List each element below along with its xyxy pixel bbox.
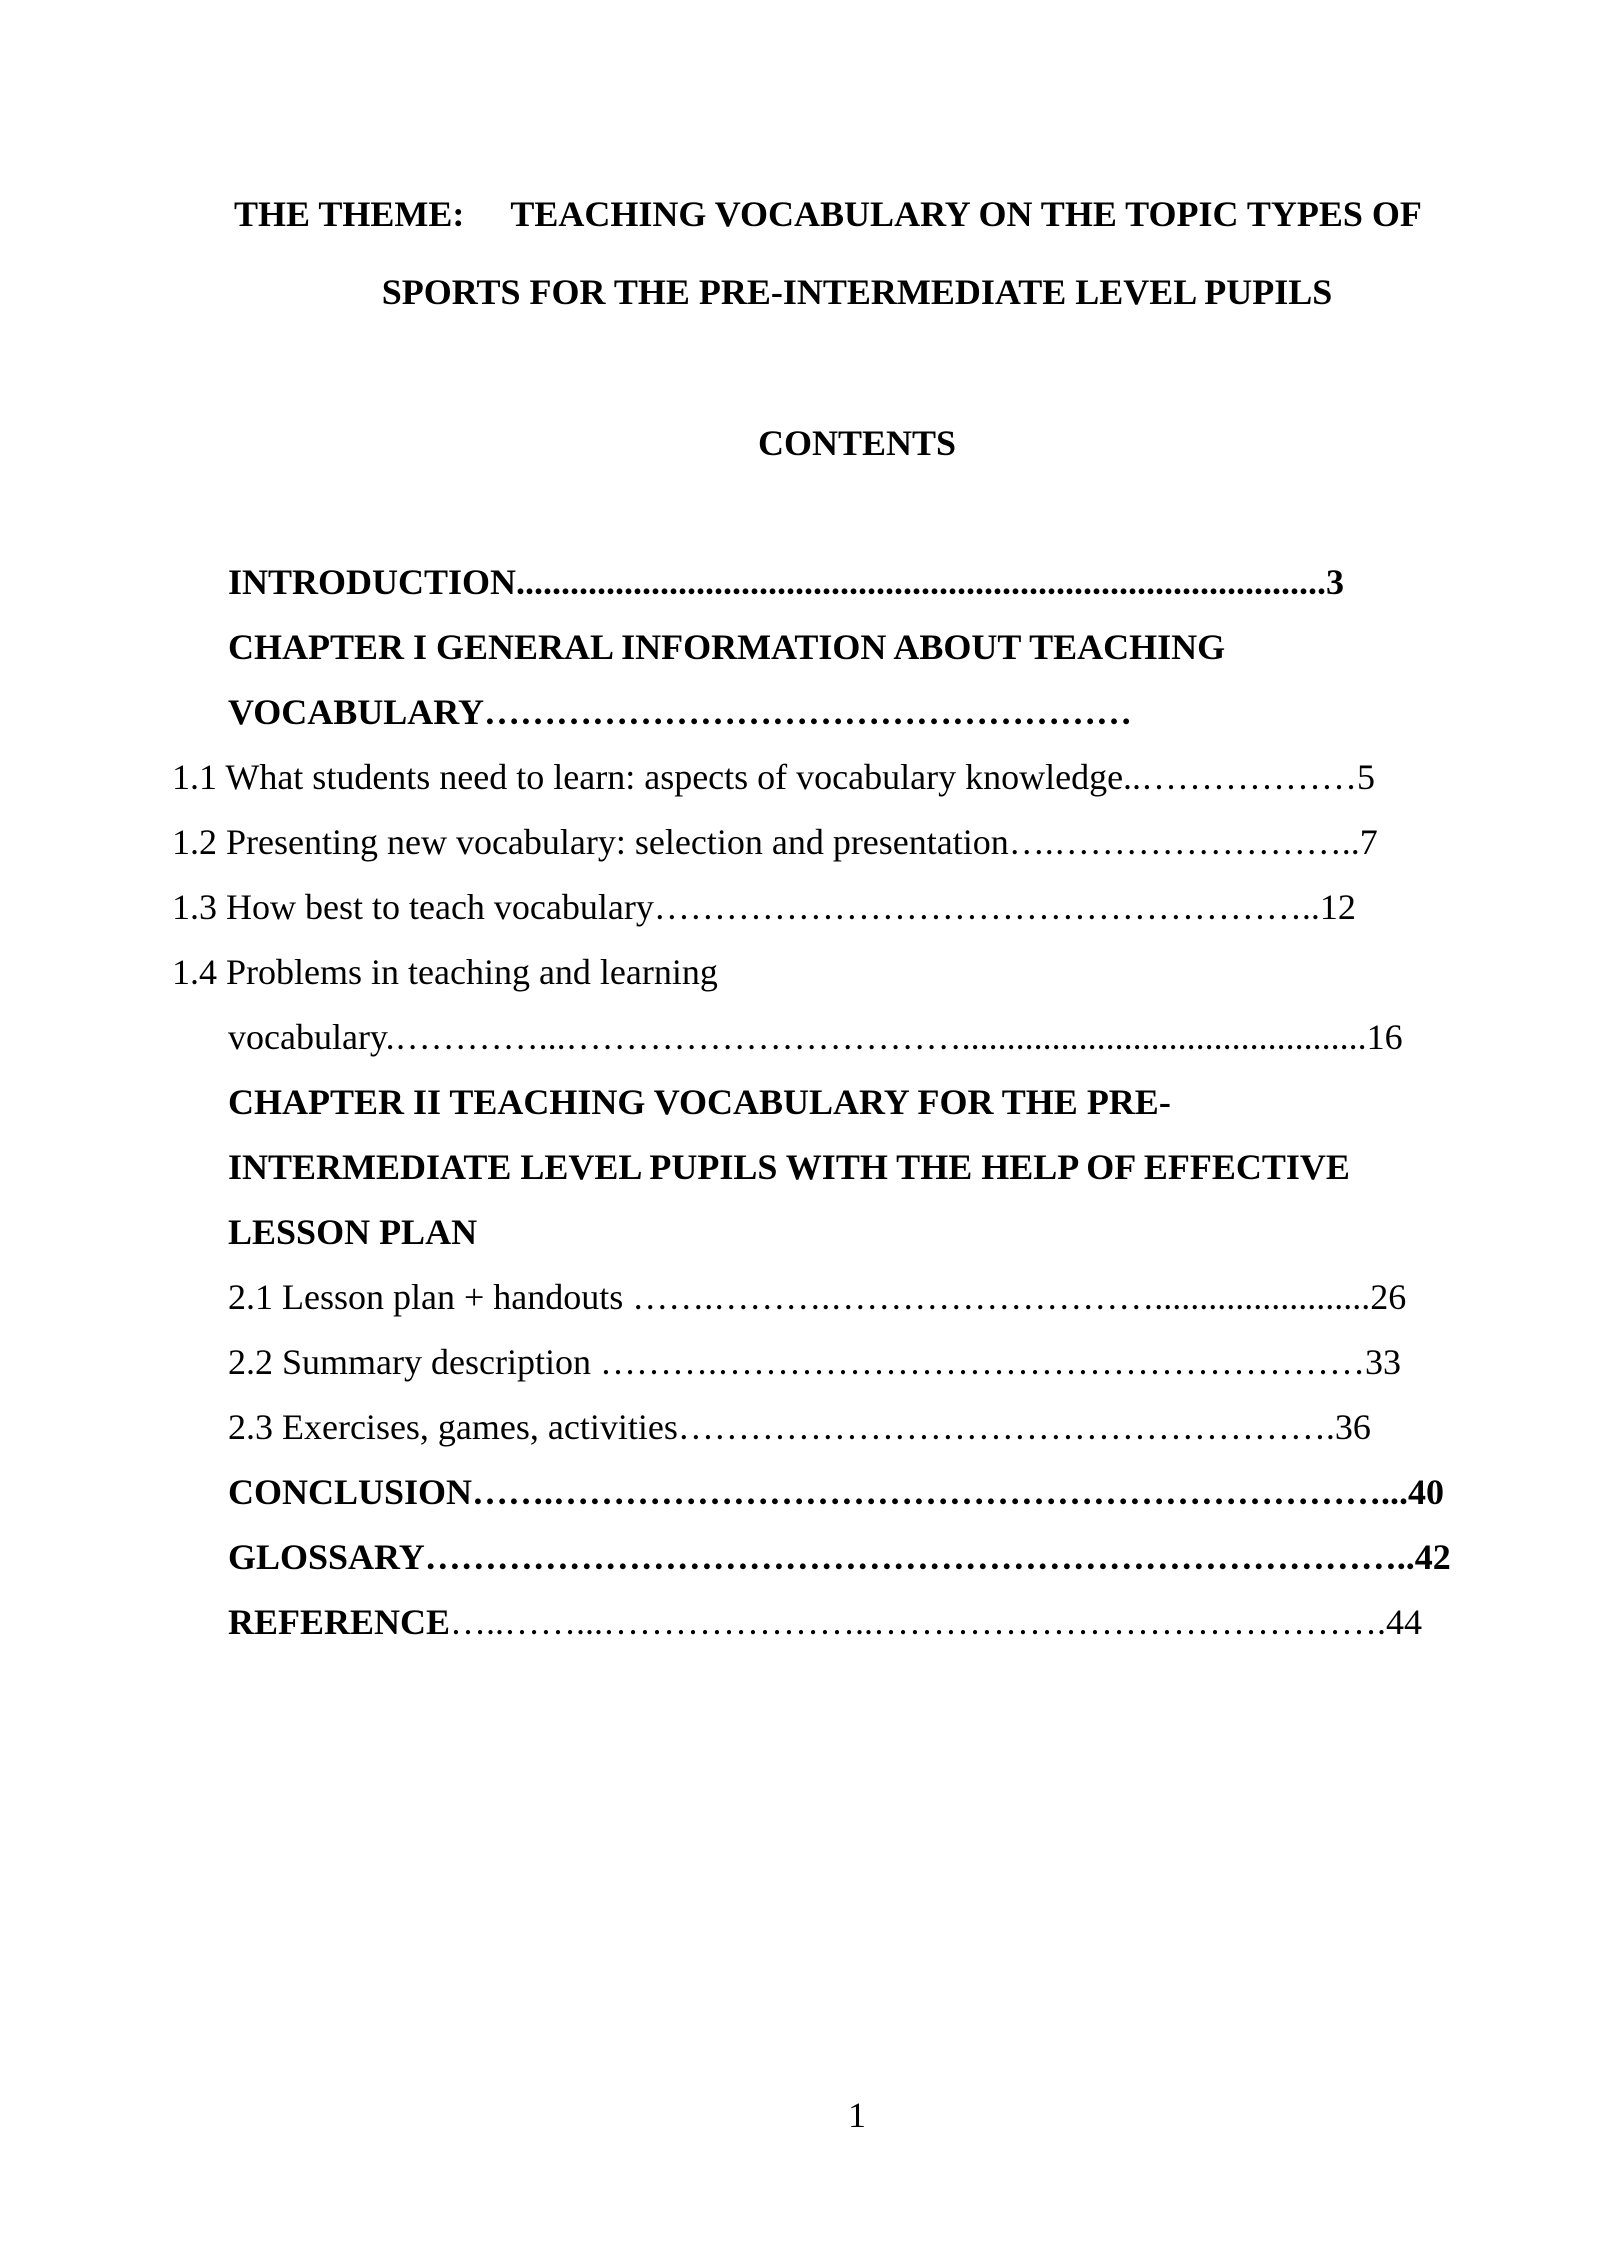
page-number: 1 <box>848 2095 866 2135</box>
toc-entry-1-4-line-1: 1.4 Problems in teaching and learning <box>172 952 718 992</box>
toc-entry-2-1: 2.1 Lesson plan + handouts …….……….………………………........................26 <box>228 1277 1407 1317</box>
toc-entry-chapter-1-line-2: VOCABULARY……………………………………………… <box>228 692 1133 732</box>
toc-entry-chapter-2-line-3: LESSON PLAN <box>228 1212 478 1252</box>
toc-entry-2-3: 2.3 Exercises, games, activities……………………………………………….36 <box>228 1407 1371 1447</box>
toc-entry-chapter-2-line-2: INTERMEDIATE LEVEL PUPILS WITH THE HELP OF EFFECTIVE <box>228 1147 1350 1187</box>
toc-entry-1-3: 1.3 How best to teach vocabulary………………………………………………..12 <box>172 887 1356 927</box>
toc-entry-1-2: 1.2 Presenting new vocabulary: selection and presentation….……………………..7 <box>172 822 1378 862</box>
toc-entry-1-4-line-2: vocabulary.…………...…………………………….............................................16 <box>228 1017 1403 1057</box>
theme-label: THE THEME: <box>234 194 465 234</box>
toc-entry-2-2: 2.2 Summary description ……….………………………………………………33 <box>228 1342 1401 1382</box>
toc-entry-1-1: 1.1 What students need to learn: aspects of vocabulary knowledge..………………5 <box>172 757 1376 797</box>
contents-heading: CONTENTS <box>757 423 957 463</box>
toc-entry-glossary: GLOSSARY………………………………………………………………………..42 <box>228 1537 1451 1577</box>
toc-entry-conclusion: CONCLUSION…….……………………………………………………………...40 <box>228 1472 1445 1512</box>
toc-entry-chapter-2-line-1: CHAPTER II TEACHING VOCABULARY FOR THE PRE- <box>228 1082 1171 1122</box>
toc-entry-chapter-1-line-1: CHAPTER I GENERAL INFORMATION ABOUT TEACHING <box>228 627 1226 667</box>
theme-heading-line-2: SPORTS FOR THE PRE-INTERMEDIATE LEVEL PUPILS <box>381 272 1333 312</box>
theme-heading-line-1 <box>234 192 1422 236</box>
toc-entry-reference-text: REFERENCE…..……...…………………..…………………………………….44 <box>228 1602 1423 1642</box>
theme-title-part-1: TEACHING VOCABULARY ON THE TOPIC TYPES OF <box>510 194 1422 234</box>
toc-entry-reference <box>228 1600 1422 1644</box>
toc-entry-introduction: INTRODUCTION..........................................................................................3 <box>228 562 1345 602</box>
